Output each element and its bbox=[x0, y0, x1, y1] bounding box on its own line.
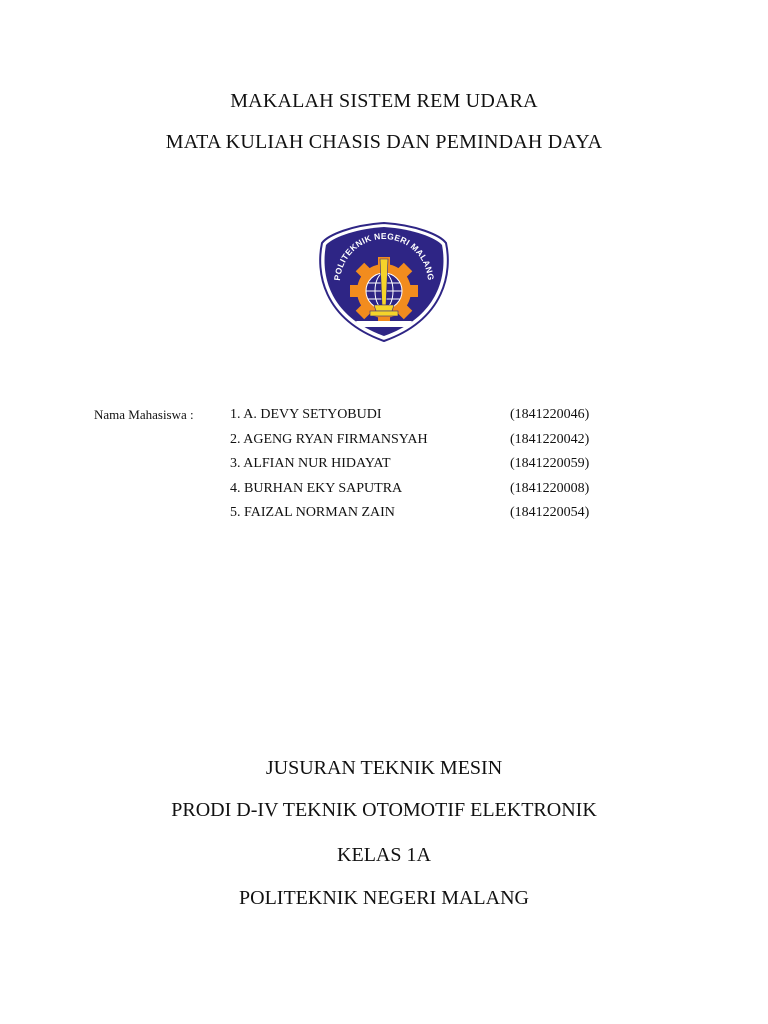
student-name: 3. ALFIAN NUR HIDAYAT bbox=[230, 456, 391, 471]
list-item bbox=[0, 407, 768, 429]
student-nim: (1841220042) bbox=[510, 432, 590, 447]
student-name: 4. BURHAN EKY SAPUTRA bbox=[230, 481, 403, 496]
student-name: 1. A. DEVY SETYOBUDI bbox=[230, 407, 382, 422]
institution-name: POLITEKNIK NEGERI MALANG bbox=[239, 887, 529, 909]
student-name: 2. AGENG RYAN FIRMANSYAH bbox=[230, 432, 428, 447]
polinema-logo bbox=[318, 221, 450, 343]
study-program: PRODI D-IV TEKNIK OTOMOTIF ELEKTRONIK bbox=[171, 799, 597, 821]
student-nim: (1841220054) bbox=[510, 505, 590, 520]
department-name: JUSURAN TEKNIK MESIN bbox=[265, 757, 503, 779]
student-nim: (1841220046) bbox=[510, 407, 590, 422]
class-name: KELAS 1A bbox=[337, 844, 431, 866]
list-item bbox=[0, 481, 768, 503]
student-list-label: Nama Mahasiswa : bbox=[94, 407, 194, 422]
document-subtitle: MATA KULIAH CHASIS DAN PEMINDAH DAYA bbox=[165, 131, 603, 153]
logo-arc-text: POLITEKNIK NEGERI MALANG bbox=[332, 230, 437, 282]
list-item bbox=[0, 456, 768, 478]
student-name: 5. FAIZAL NORMAN ZAIN bbox=[230, 505, 395, 520]
logo-base bbox=[356, 321, 412, 327]
list-item bbox=[0, 505, 768, 527]
student-nim: (1841220008) bbox=[510, 481, 590, 496]
document-title: MAKALAH SISTEM REM UDARA bbox=[230, 90, 538, 112]
list-item bbox=[0, 432, 768, 454]
student-nim: (1841220059) bbox=[510, 456, 590, 471]
